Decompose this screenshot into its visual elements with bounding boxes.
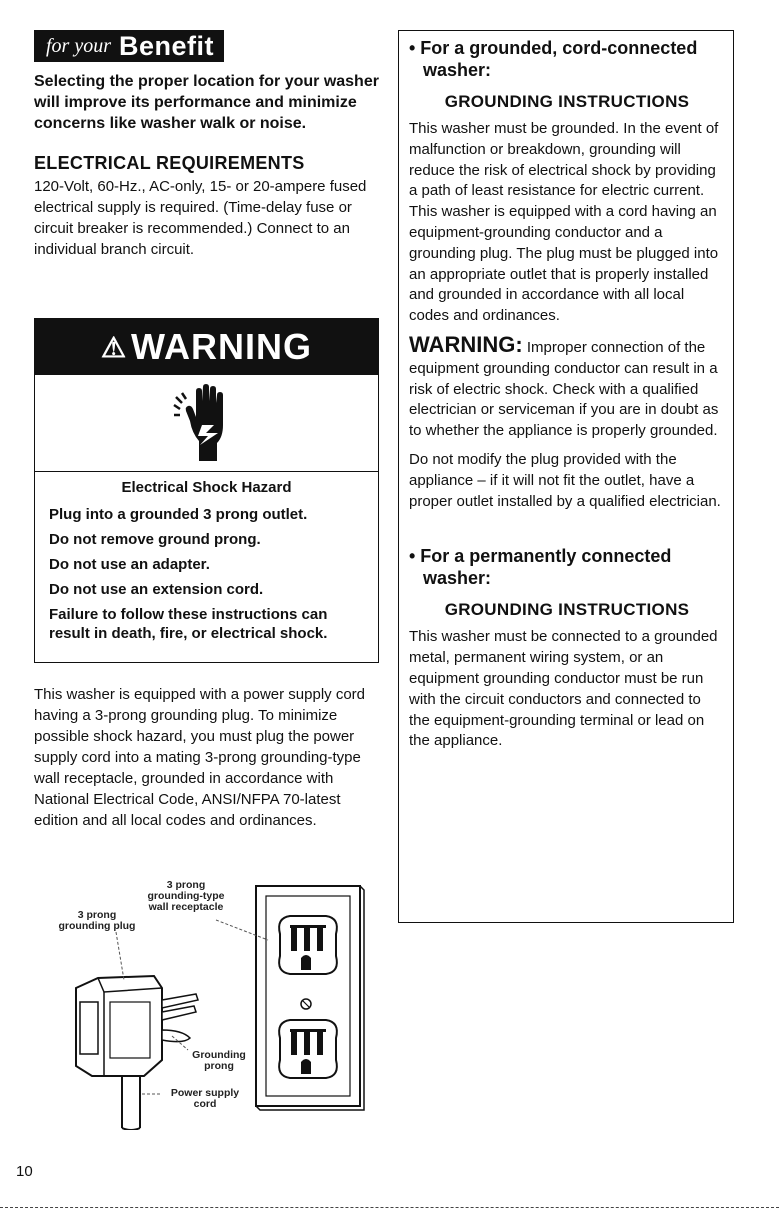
warning-line: Do not use an extension cord. <box>49 581 264 598</box>
warning-text <box>35 472 378 643</box>
power-cord-label: Power supply cord <box>170 1087 240 1110</box>
banner-for-your: for your <box>46 34 111 57</box>
electrical-requirements-text: 120-Volt, 60-Hz., AC-only, 15- or 20-ampere fused electrical supply is required. (Time-delay fuse or circuit breaker is recommended.) Connect to an individual branch circuit. <box>34 178 367 258</box>
permanent-grounding-text: This washer must be connected to a grounded metal, permanent wiring system, or an equipment grounding conductor must be run with the circuit conductors and connected to the equipment-grounding terminal or lead on the appliance. <box>409 628 718 750</box>
cord-connected-section <box>409 37 725 512</box>
warning-paragraph <box>409 331 725 442</box>
warning-line: Do not remove ground prong. <box>49 531 261 548</box>
plug-receptacle-illustration <box>58 880 368 1130</box>
warning-word: WARNING: <box>409 331 523 357</box>
warning-title: WARNING <box>131 326 313 367</box>
electric-shock-hand-icon <box>35 375 378 472</box>
bottom-divider <box>0 1207 779 1208</box>
grounding-instructions-heading-2: GROUNDING INSTRUCTIONS <box>444 600 690 620</box>
permanent-connection-heading: • For a permanently connected washer: <box>409 546 672 589</box>
cord-connected-heading: • For a grounded, cord-connected washer: <box>409 38 698 80</box>
plug-modify-text: Do not modify the plug provided with the appliance – if it will not fit the outlet, have a proper outlet installed by a qualified electrician. <box>409 450 721 510</box>
permanent-connection-section <box>409 545 725 752</box>
receptacle-label: 3 prong grounding-type wall receptacle <box>147 879 225 913</box>
power-cord-text-block <box>34 684 379 831</box>
grounding-instructions-heading: GROUNDING INSTRUCTIONS <box>444 92 690 111</box>
for-your-benefit-banner <box>34 30 224 62</box>
grounding-text: This washer must be grounded. In the event of malfunction or breakdown, grounding will reduce the risk of electrical shock by providing a path of least resistance for electric current. This washer is equipped with a cord having an equipment-grounding conductor and a grounding plug. The plug must be plugged into an appropriate outlet that is properly installed and grounded in accordance with all local codes and ordinances. <box>409 120 719 325</box>
warning-header <box>35 319 378 375</box>
plug-label: 3 prong grounding plug <box>58 909 136 932</box>
warning-line: Plug into a grounded 3 prong outlet. <box>49 506 308 523</box>
banner-benefit: Benefit <box>119 30 215 61</box>
warning-triangle-icon: ⚠ <box>100 331 128 363</box>
warning-paragraph-text: Improper connection of the equipment grounding conductor can result in a risk of electric shock. Check with a qualified electrician or serviceman if you are in doubt as to whether the appliance is properly grounded. <box>409 338 719 440</box>
left-column <box>34 30 379 260</box>
right-column-box <box>398 30 734 923</box>
page-number: 10 <box>16 1163 33 1180</box>
electrical-requirements-heading: ELECTRICAL REQUIREMENTS <box>34 153 305 173</box>
grounding-prong-label: Grounding prong <box>192 1049 246 1072</box>
intro-text: Selecting the proper location for your washer will improve its performance and minimize concerns like washer walk or noise. <box>34 73 379 132</box>
warning-box <box>34 318 379 663</box>
warning-line: Do not use an adapter. <box>49 556 210 573</box>
warning-line: Failure to follow these instructions can result in death, fire, or electrical shock. <box>49 606 328 642</box>
warning-hazard-title: Electrical Shock Hazard <box>121 479 292 496</box>
power-cord-text: This washer is equipped with a power supply cord having a 3-prong grounding plug. To minimize possible shock hazard, you must plug the power supply cord into a mating 3-prong grounding-type wall receptacle, grounded in accordance with National Electrical Code, ANSI/NFPA 70-latest edition and all local codes and ordinances. <box>34 686 366 829</box>
